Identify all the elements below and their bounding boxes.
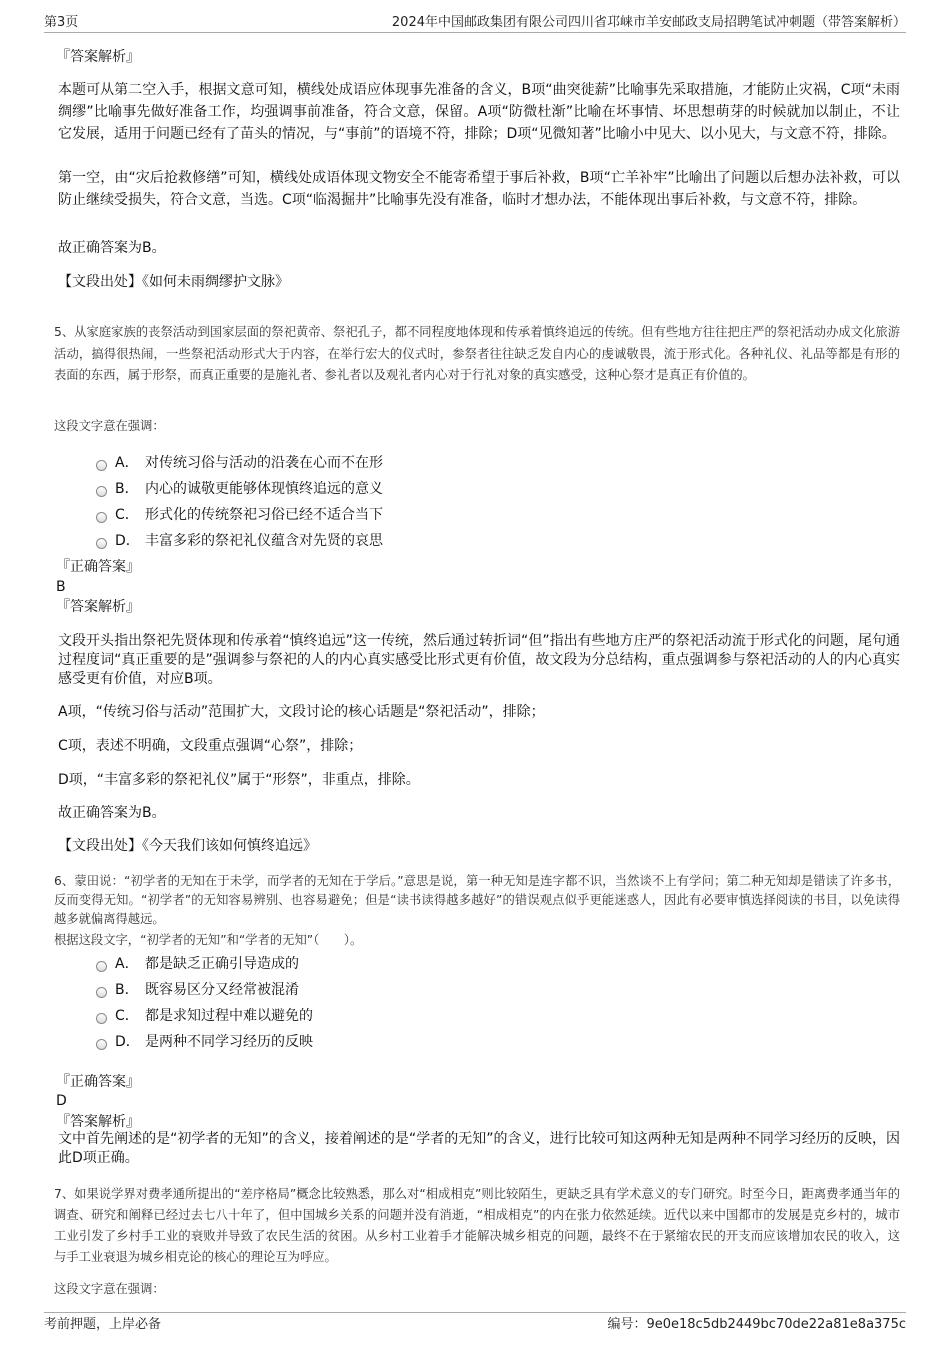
analysis-paragraph: 文中首先阐述的是“初学者的无知”的含义，接着阐述的是“学者的无知”的含义，进行比较可知这两种无知是两种不同学习经历的反映，因此D项正确。 <box>58 1131 900 1166</box>
analysis-paragraph: 本题可从第二空入手，根据文意可知，横线处成语应体现事先准备的含义，B项“曲突徙薪”比喻事先采取措施，才能防止灾祸，C项“未雨绸缪”比喻事先做好准备工作，均强调事前准备，符合文意，保留。A项“防微杜渐”比喻在坏事情、坏思想萌芽的时候就加以制止，不让它发展，适用于问题已经有了苗头的情况，与“事前”的语境不符，排除；D项“见微知著”比喻小中见大、以小见大，与文意不符，排除。 <box>58 82 900 142</box>
answer-value: B <box>56 579 66 595</box>
analysis-paragraph: 文段开头指出祭祀先贤体现和传承着“慎终追远”这一传统，然后通过转折词“但”指出有些地方庄严的祭祀活动流于形式化的问题，尾句通过程度词“真正重要的是”强调参与祭祀的人的内心真实感受比形式更有价值，故文段为分总结构，重点强调参与祭祀活动的人的内心真实感受更有价值，对应B项。 <box>58 633 900 687</box>
answer-label: 『正确答案』 <box>56 1074 140 1090</box>
source: 【文段出处】《今天我们该如何慎终追远》 <box>58 838 317 854</box>
radio-icon[interactable] <box>96 460 107 471</box>
option-a[interactable]: A． 都是缺乏正确引导造成的 <box>96 954 299 974</box>
question-5-text: 5、从家庭家族的丧祭活动到国家层面的祭祀黄帝、祭祀孔子，都不同程度地体现和传承着慎终追远的传统。但有些地方往往把庄严的祭祀活动办成文化旅游活动，搞得很热闹，一些祭祀活动形式大于内容，在举行宏大的仪式时，参祭者往往缺乏发自内心的虔诚敬畏，流于形式化。各种礼仪、礼品等都是有形的表面的东西，属于形祭，而真正重要的是施礼者、参礼者以及观礼者内心对于行礼对象的真实感受，这种心祭才是真正有价值的。 <box>54 325 900 382</box>
footer-slogan: 考前押题，上岸必备 <box>44 1317 162 1332</box>
option-c[interactable]: C． 形式化的传统祭祀习俗已经不适合当下 <box>96 505 383 525</box>
question-7-prompt: 这段文字意在强调： <box>54 1282 165 1296</box>
conclusion: 故正确答案为B。 <box>58 240 166 256</box>
answer-value: D <box>56 1093 67 1109</box>
answer-label: 『正确答案』 <box>56 559 140 575</box>
question-6-text: 6、蒙田说：“初学者的无知在于未学，而学者的无知在于学后。”意思是说，第一种无知是连字都不识，当然谈不上有学问；第二种无知却是错读了许多书，反而变得无知。“初学者”的无知容易辨别、也容易避免；但是“读书读得越多越好”的错误观点似乎更能迷惑人，因此有必要审慎选择阅读的书目，以免读得越多就偏离得越远。 <box>54 874 900 926</box>
radio-icon[interactable] <box>96 987 107 998</box>
header-divider <box>44 32 906 33</box>
document-title: 2024年中国邮政集团有限公司四川省邛崃市羊安邮政支局招聘笔试冲刺题（带答案解析） <box>391 15 906 30</box>
analysis-line-c: C项，表述不明确，文段重点强调“心祭”，排除； <box>58 738 363 754</box>
question-7-text: 7、如果说学界对费孝通所提出的“差序格局”概念比较熟悉，那么对“相成相克”则比较陌生，更缺乏具有学术意义的专门研究。时至今日，距离费孝通当年的调查、研究和阐释已经过去七八十年了，但中国城乡关系的问题并没有消逝，“相成相克”的内在张力依然延续。近代以来中国都市的发展是克乡村的，城市工业引发了乡村手工业的衰败并导致了农民生活的贫困。从乡村工业着手才能解决城乡相克的问题，最终不在于紧缩农民的开支而应该增加农民的收入，这与手工业衰退为城乡相克论的核心的理论互为呼应。 <box>54 1187 900 1264</box>
question-6-prompt: 根据这段文字，“初学者的无知”和“学者的无知”（ ）。 <box>54 933 363 947</box>
radio-icon[interactable] <box>96 486 107 497</box>
option-d[interactable]: D． 丰富多彩的祭祀礼仪蕴含对先贤的哀思 <box>96 531 383 551</box>
option-b[interactable]: B． 既容易区分又经常被混淆 <box>96 980 299 1000</box>
analysis-label: 『答案解析』 <box>56 1114 140 1130</box>
option-b[interactable]: B． 内心的诚敬更能够体现慎终追远的意义 <box>96 479 383 499</box>
source: 【文段出处】《如何未雨绸缪护文脉》 <box>58 274 289 290</box>
analysis-line-d: D项，“丰富多彩的祭祀礼仪”属于“形祭”，非重点，排除。 <box>58 772 420 788</box>
analysis-label: 『答案解析』 <box>56 49 140 65</box>
radio-icon[interactable] <box>96 512 107 523</box>
radio-icon[interactable] <box>96 961 107 972</box>
option-a[interactable]: A． 对传统习俗与活动的沿袭在心而不在形 <box>96 453 383 473</box>
page-number: 第3页 <box>44 15 79 30</box>
question-5-prompt: 这段文字意在强调： <box>54 419 165 433</box>
option-d[interactable]: D． 是两种不同学习经历的反映 <box>96 1032 313 1052</box>
analysis-label: 『答案解析』 <box>56 599 140 615</box>
analysis-paragraph: 第一空，由“灾后抢救修缮”可知，横线处成语体现文物安全不能寄希望于事后补救，B项“亡羊补牢”比喻出了问题以后想办法补救，可以防止继续受损失，符合文意，当选。C项“临渴掘井”比喻事先没有准备，临时才想办法，不能体现出事后补救，与文意不符，排除。 <box>58 170 900 208</box>
analysis-line-a: A项，“传统习俗与活动”范围扩大，文段讨论的核心话题是“祭祀活动”，排除； <box>58 704 545 720</box>
footer-id: 编号：9e0e18c5db2449bc70de22a81e8a375c <box>607 1317 906 1332</box>
radio-icon[interactable] <box>96 1013 107 1024</box>
radio-icon[interactable] <box>96 538 107 549</box>
option-c[interactable]: C． 都是求知过程中难以避免的 <box>96 1006 313 1026</box>
radio-icon[interactable] <box>96 1039 107 1050</box>
conclusion: 故正确答案为B。 <box>58 805 166 821</box>
